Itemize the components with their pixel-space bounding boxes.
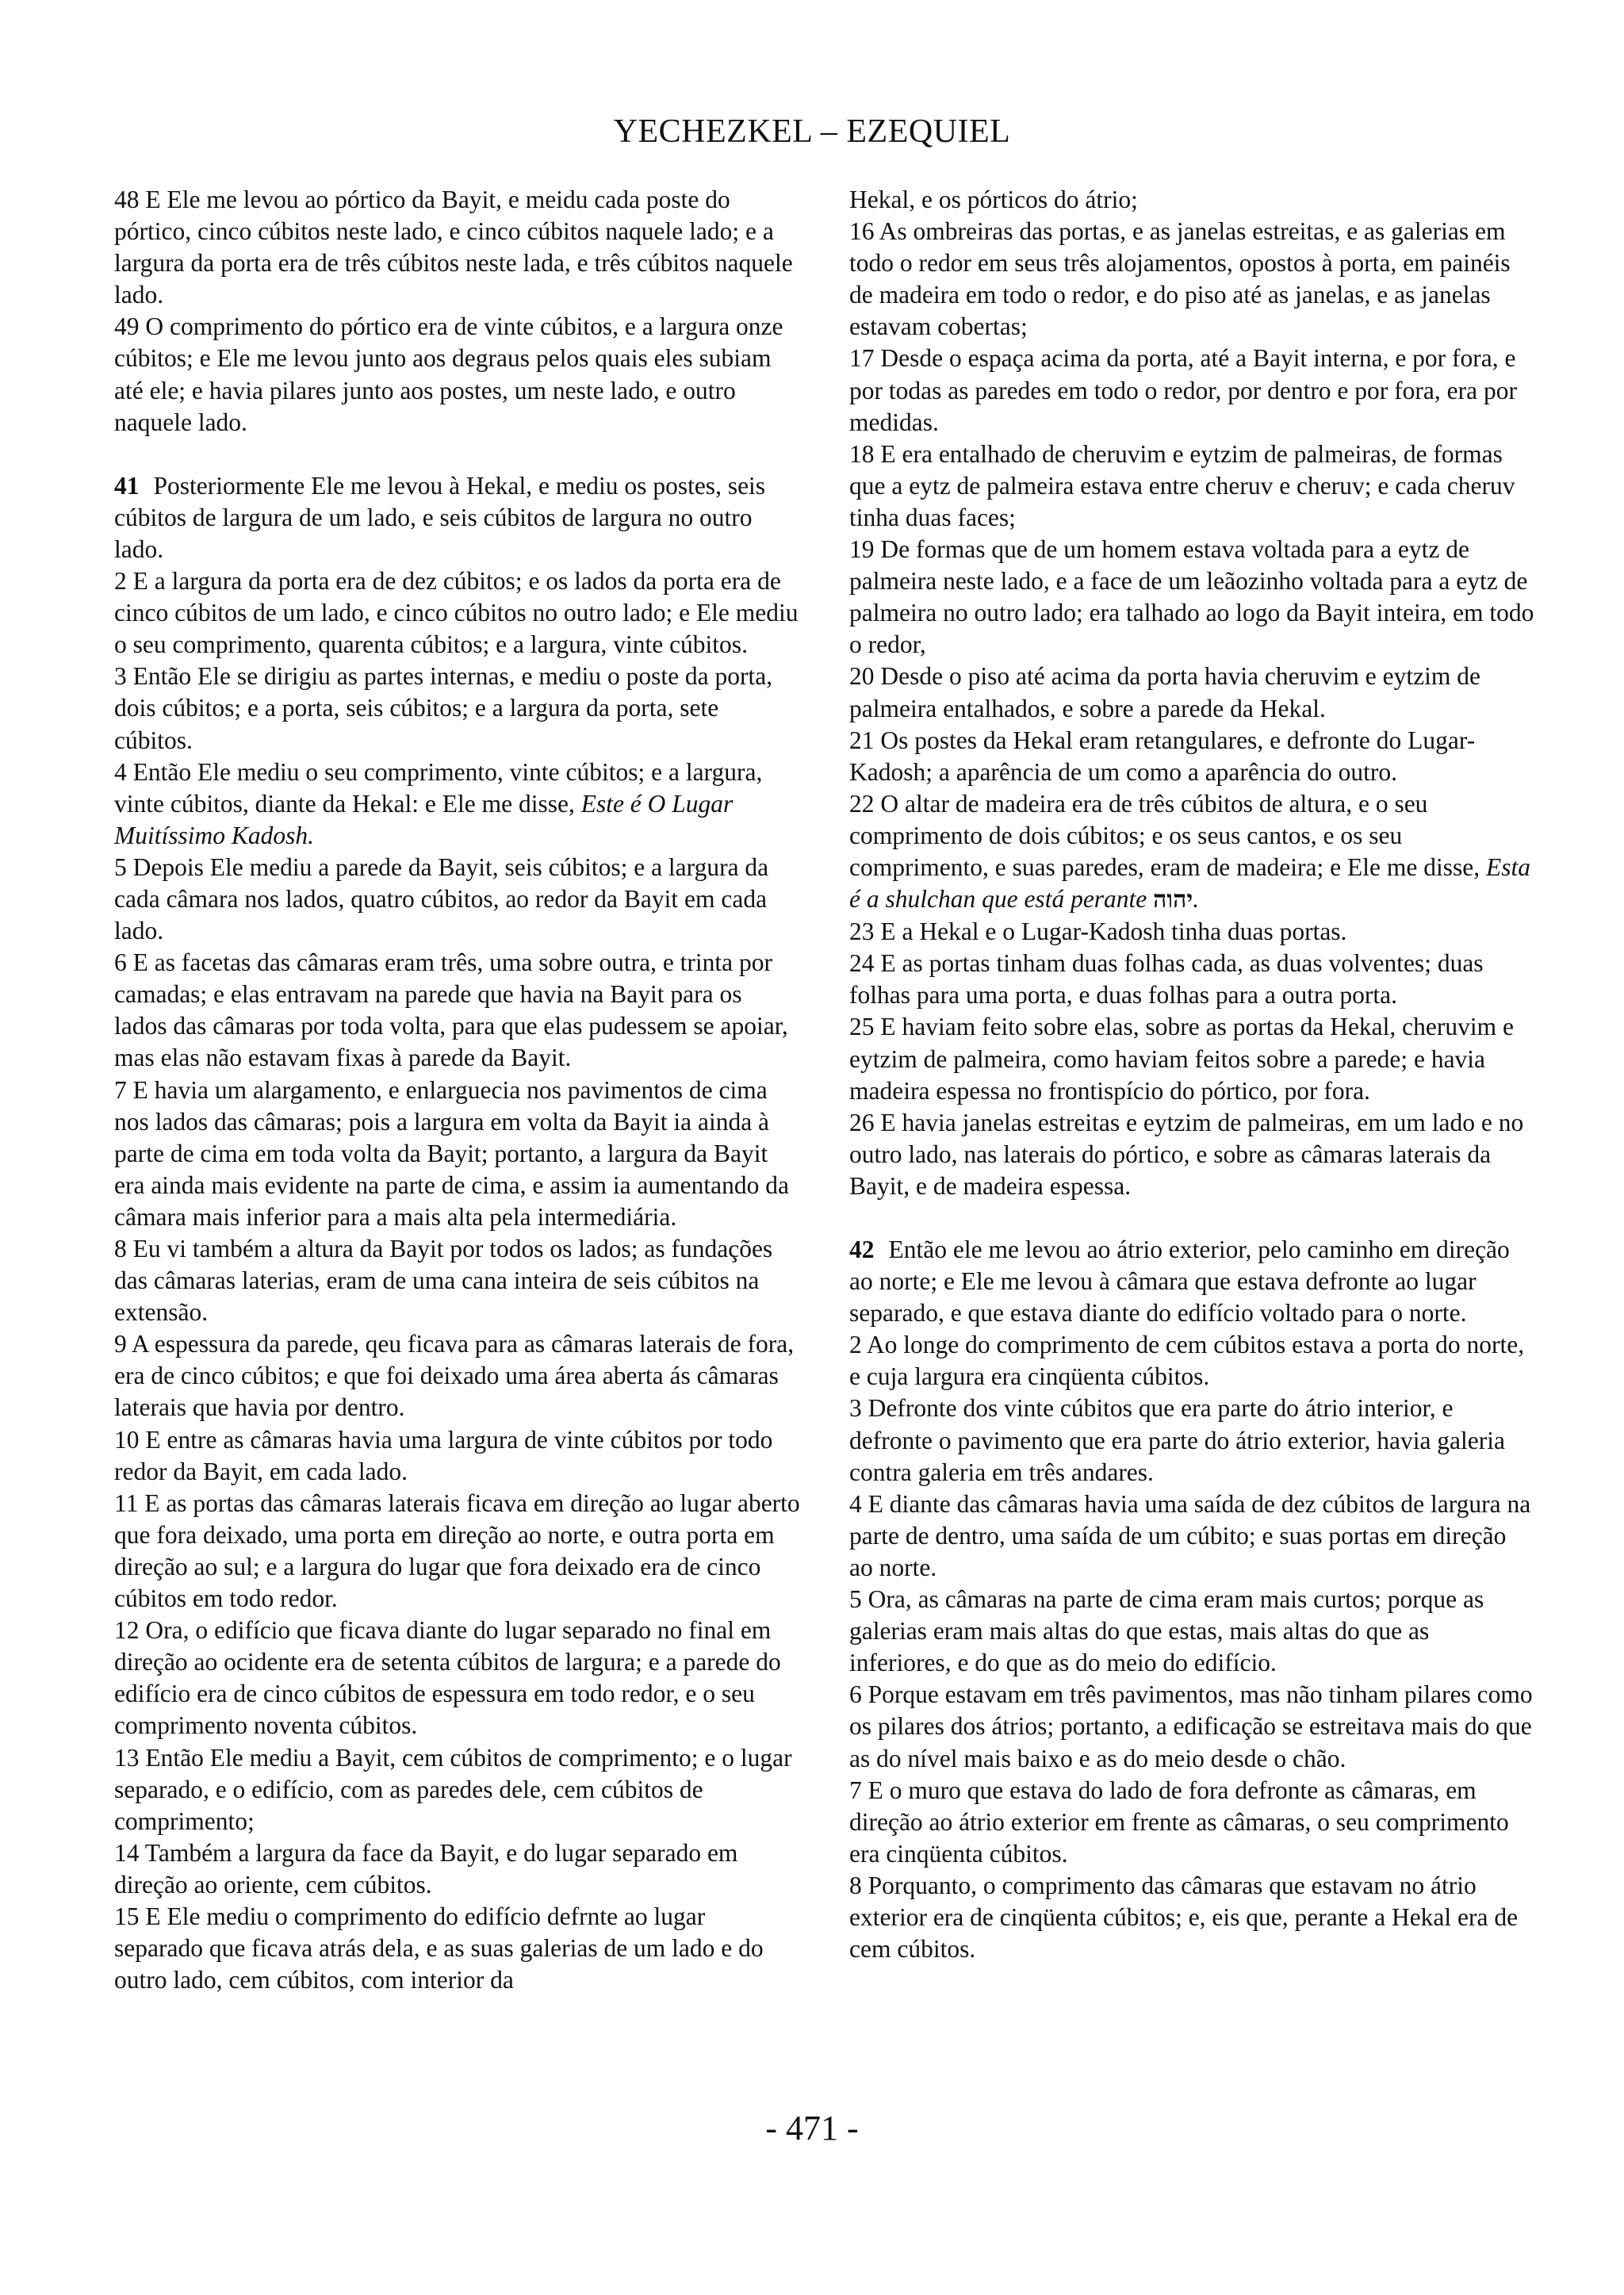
page-header: YECHEZKEL – EZEQUIEL [613, 113, 1011, 150]
verse-23: 23 E a Hekal e o Lugar-Kadosh tinha duas portas. [849, 918, 1347, 946]
verse-4: 4 E diante das câmaras havia uma saída de dez cúbitos de largura na parte de dentro, uma saída de um cúbito; e suas portas em direção ao norte. [849, 1489, 1531, 1581]
verse-quote: Este é O Lugar Muitíssimo Kadosh. [114, 789, 733, 849]
verse-8: 8 Porquanto, o comprimento das câmaras que estavam no átrio exterior era de cinqüenta cúbitos; e, eis que, perante a Hekal era de cem cúbitos. [849, 1871, 1519, 1964]
verse-18: 18 E era entalhado de cheruvim e eytzim de palmeiras, de formas que a eytz de palmeira estava entre cheruv e cheruv; e cada cheruv tinha duas faces; [849, 439, 1515, 531]
verse-5: 5 Ora, as câmaras na parte de cima eram mais curtos; porque as galerias eram mais altas do que estas, mais altas do que as inferiores, e do que as do meio do edifício. [849, 1585, 1484, 1677]
verse-10: 10 E entre as câmaras havia uma largura de vinte cúbitos por todo redor da Bayit, em cada lado. [114, 1425, 773, 1485]
verse-25: 25 E haviam feito sobre elas, sobre as portas da Hekal, cheruvim e eytzim de palmeira, como haviam feitos sobre a parede; e havia madeira espessa no frontispício do pórtico, por fora. [849, 1013, 1514, 1105]
verse-quote: Esta é a shulchan que está perante [849, 852, 1530, 914]
verse-26: 26 E havia janelas estreitas e eytzim de palmeiras, em um lado e no outro lado, nas laterais do pórtico, e sobre as câmaras laterais da Bayit, e de madeira espessa. [849, 1108, 1524, 1200]
verse-13: 13 Então Ele mediu a Bayit, cem cúbitos de comprimento; e o lugar separado, e o edifício, com as paredes dele, cem cúbitos de comprimento; [114, 1743, 792, 1835]
verse-7: 7 E havia um alargamento, e enlarguecia nos pavimentos de cima nos lados das câmaras; pois a largura em volta da Bayit ia ainda à parte de cima em toda volta da Bayit; portanto, a largura da Bayit era ainda mais evidente na parte de cima, e assim ia aumentando da câmara mais inferior para a mais alta pela intermediária. [114, 1075, 790, 1231]
verse-12: 12 Ora, o edifício que ficava diante do lugar separado no final em direção ao ocidente era de setenta cúbitos de largura; e a parede do edifício era de cinco cúbitos de espessura em todo redor, e o seu comprimento noventa cúbitos. [114, 1616, 781, 1740]
chapter-gap [849, 1202, 1535, 1234]
verse-text: 22 O altar de madeira era de três cúbitos de altura, e o seu comprimento de dois cúbitos; e os seus cantos, e os seu comprimento, e suas paredes, eram de madeira; e Ele me disse, [849, 789, 1486, 881]
verse-15: 15 E Ele mediu o comprimento do edifício defrnte ao lugar separado que ficava atrás dela, e as suas galerias de um lado e do outro lado, cem cúbitos, com interior da [114, 1902, 764, 1994]
verse-6: 6 Porque estavam em três pavimentos, mas não tinham pilares como os pilares dos átrios; portanto, a edificação se estreitava mais do que as do nível mais baixo e as do meio desde o chão. [849, 1680, 1533, 1772]
verse-5: 5 Depois Ele mediu a parede da Bayit, seis cúbitos; e a largura da cada câmara nos lados, quatro cúbitos, ao redor da Bayit em cada lado. [114, 852, 769, 945]
hebrew-name: יהוה [1153, 886, 1193, 914]
verse-24: 24 E as portas tinham duas folhas cada, as duas volventes; duas folhas para uma porta, e duas folhas para a outra porta. [849, 949, 1484, 1010]
verse-2: 2 Ao longe do comprimento de cem cúbitos estava a porta do norte, e cuja largura era cinqüenta cúbitos. [849, 1331, 1525, 1391]
verse-19: 19 De formas que de um homem estava voltada para a eytz de palmeira neste lado, e a face de um leãozinho voltada para a eytz de palmeira no outro lado; era talhado ao logo da Bayit inteira, em todo o redor, [849, 535, 1534, 659]
verse-49: 49 O comprimento do pórtico era de vinte cúbitos, e a largura onze cúbitos; e Ele me levou junto aos degraus pelos quais eles subiam até ele; e havia pilares junto aos postes, um neste lado, e outro naquele lado. [114, 312, 783, 436]
verse-14: 14 Também a largura da face da Bayit, e do lugar separado em direção ao oriente, cem cúbitos. [114, 1838, 738, 1898]
verse-11: 11 E as portas das câmaras laterais ficava em direção ao lugar aberto que fora deixado, uma porta em direção ao norte, e outra porta em direção ao sul; e a largura do lugar que fora deixado era de cinco cúbitos em todo redor. [114, 1488, 800, 1613]
verse-22 [849, 788, 1535, 916]
chapter-41-verse-1 [114, 470, 800, 565]
left-column [114, 184, 800, 1996]
verse-8: 8 Eu vi também a altura da Bayit por todos os lados; as fundações das câmaras laterias, eram de uma cana inteira de seis cúbitos na extensão. [114, 1235, 773, 1327]
verse-3: 3 Defronte dos vinte cúbitos que era parte do átrio interior, e defronte o pavimento que era parte do átrio exterior, havia galeria contra galeria em três andares. [849, 1394, 1505, 1486]
verse-3: 3 Então Ele se dirigiu as partes internas, e mediu o poste da porta, dois cúbitos; e a porta, seis cúbitos; e a largura da porta, sete cúbitos. [114, 662, 773, 754]
page-number: - 471 - [765, 2109, 859, 2147]
verse-21: 21 Os postes da Hekal eram retangulares, e defronte do Lugar-Kadosh; a aparência de um como a aparência do outro. [849, 726, 1476, 786]
chapter-number: 42 [849, 1236, 875, 1263]
verse-4 [114, 757, 800, 852]
verse-text: Posteriormente Ele me levou à Hekal, e mediu os postes, seis cúbitos de largura de um lado, e seis cúbitos de largura no outro lado. [114, 471, 766, 563]
verse-7: 7 E o muro que estava do lado de fora defronte as câmaras, em direção ao átrio exterior em frente as câmaras, o seu comprimento era cinqüenta cúbitos. [849, 1776, 1509, 1868]
verse-quote-end: . [1193, 885, 1200, 914]
chapter-gap [114, 439, 800, 470]
verse-16: 16 As ombreiras das portas, e as janelas estreitas, e as galerias em todo o redor em seus três alojamentos, opostos à porta, em painéis de madeira em todo o redor, e do piso até as janelas, e as janelas estavam cobertas; [849, 217, 1511, 341]
verse-20: 20 Desde o piso até acima da porta havia cheruvim e eytzim de palmeira entalhados, e sobre a parede da Hekal. [849, 662, 1480, 722]
verse-2: 2 E a largura da porta era de dez cúbitos; e os lados da porta era de cinco cúbitos de um lado, e cinco cúbitos no outro lado; e Ele mediu o seu comprimento, quarenta cúbitos; e a largura, vinte cúbitos. [114, 567, 799, 659]
right-column [849, 184, 1535, 1965]
verse-6: 6 E as facetas das câmaras eram três, uma sobre outra, e trinta por camadas; e elas entravam na parede que havia na Bayit para os lados das câmaras por toda volta, para que elas pudessem se apoiar, mas elas não estavam fixas à parede da Bayit. [114, 948, 788, 1072]
verse-9: 9 A espessura da parede, qeu ficava para as câmaras laterais de fora, era de cinco cúbitos; e que foi deixado uma área aberta ás câmaras laterais que havia por dentro. [114, 1330, 795, 1422]
verse-48: 48 E Ele me levou ao pórtico da Bayit, e meidu cada poste do pórtico, cinco cúbitos neste lado, e cinco cúbitos naquele lado; e a largura da porta era de três cúbitos neste lada, e três cúbitos naquele lado. [114, 186, 793, 309]
verse-17: 17 Desde o espaça acima da porta, até a Bayit interna, e por fora, e por todas as paredes em todo o redor, por dentro e por fora, era por medidas. [849, 344, 1517, 436]
verse-text: Então ele me levou ao átrio exterior, pelo caminho em direção ao norte; e Ele me levou à câmara que estava defronte ao lugar separado, e que estava diante do edifício voltado para o norte. [849, 1236, 1510, 1328]
chapter-number: 41 [114, 471, 140, 500]
chapter-42-verse-1 [849, 1234, 1535, 1329]
verse-15-continued: Hekal, e os pórticos do átrio; [849, 186, 1138, 213]
verse-text: 4 Então Ele mediu o seu comprimento, vinte cúbitos; e a largura, vinte cúbitos, diante da Hekal: e Ele me disse, [114, 757, 763, 818]
